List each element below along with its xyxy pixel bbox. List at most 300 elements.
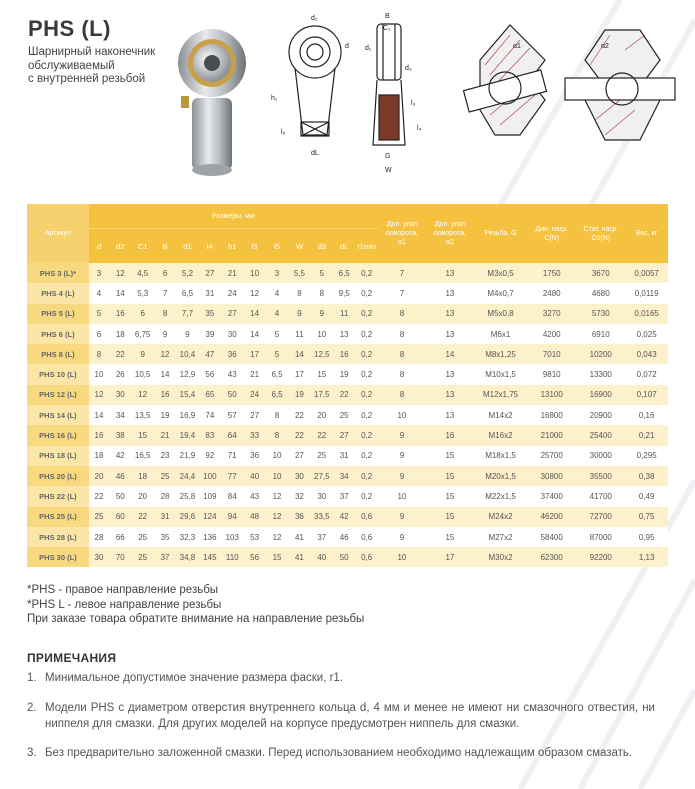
table-cell: 12 xyxy=(243,283,265,303)
table-cell: 1,13 xyxy=(625,547,668,567)
table-cell: 0,2 xyxy=(355,283,378,303)
table-cell: 30 xyxy=(311,486,333,506)
table-cell: 15 xyxy=(311,364,333,384)
table-cell: 10 xyxy=(378,547,426,567)
table-cell: 34 xyxy=(333,466,355,486)
table-cell: 17 xyxy=(288,364,310,384)
table-cell: 0,2 xyxy=(355,385,378,405)
table-cell: 0,2 xyxy=(355,364,378,384)
table-cell: 0,2 xyxy=(355,466,378,486)
specs-table-wrapper xyxy=(27,204,668,567)
col-dim-dl: dL xyxy=(333,229,355,264)
table-row xyxy=(27,263,668,283)
col-dim-l3: l3 xyxy=(243,229,265,264)
table-row xyxy=(27,405,668,425)
table-cell: M8x1,25 xyxy=(474,344,527,364)
table-cell: 9 xyxy=(378,446,426,466)
table-cell: 10 xyxy=(378,486,426,506)
col-dim-w: W xyxy=(288,229,310,264)
table-cell: 16 xyxy=(109,304,131,324)
table-cell: 35 xyxy=(154,527,176,547)
table-cell: 8 xyxy=(378,324,426,344)
table-cell: 22 xyxy=(89,486,109,506)
label-l3: l₃ xyxy=(411,100,416,107)
table-cell: 12 xyxy=(109,263,131,283)
note-item xyxy=(27,671,655,687)
table-cell: 27 xyxy=(199,263,221,283)
table-cell: 7 xyxy=(154,283,176,303)
cell-article: PHS 8 (L) xyxy=(27,344,89,364)
table-cell: 8 xyxy=(378,364,426,384)
table-cell: 15 xyxy=(266,547,288,567)
table-cell: 22 xyxy=(288,425,310,445)
table-cell: 12 xyxy=(154,344,176,364)
table-cell: 31 xyxy=(199,283,221,303)
table-cell: 100 xyxy=(199,466,221,486)
table-cell: 0,38 xyxy=(625,466,668,486)
table-cell: 13 xyxy=(426,405,474,425)
table-cell: 50 xyxy=(221,385,243,405)
table-cell: 71 xyxy=(221,446,243,466)
table-cell: 5 xyxy=(311,263,333,283)
table-cell: 37 xyxy=(333,486,355,506)
table-cell: 43 xyxy=(221,364,243,384)
table-cell: 25 xyxy=(333,405,355,425)
table-cell: 25,8 xyxy=(176,486,198,506)
col-dim-d3: d3 xyxy=(311,229,333,264)
table-cell: 4 xyxy=(266,283,288,303)
table-cell: 4200 xyxy=(527,324,576,344)
thread-direction-notes xyxy=(27,583,364,627)
table-cell: 0,21 xyxy=(625,425,668,445)
table-cell: M4x0,7 xyxy=(474,283,527,303)
table-cell: 36 xyxy=(243,446,265,466)
note-item xyxy=(27,701,655,732)
table-cell: 24 xyxy=(221,283,243,303)
thread-note: *PHS - правое направление резьбы xyxy=(27,584,219,596)
table-cell: 27,5 xyxy=(311,466,333,486)
table-cell: 41 xyxy=(288,527,310,547)
table-cell: 30 xyxy=(288,466,310,486)
table-cell: 42 xyxy=(333,507,355,527)
cell-article: PHS 20 (L) xyxy=(27,466,89,486)
label-h1: h₁ xyxy=(271,95,278,102)
product-title: PHS (L) xyxy=(28,16,111,41)
table-cell: 10200 xyxy=(576,344,625,364)
table-cell: 94 xyxy=(221,507,243,527)
table-cell: 10 xyxy=(378,405,426,425)
table-cell: 37 xyxy=(311,527,333,547)
table-cell: 0,2 xyxy=(355,486,378,506)
table-cell: 6910 xyxy=(576,324,625,344)
table-cell: 0,0119 xyxy=(625,283,668,303)
table-cell: 35500 xyxy=(576,466,625,486)
table-cell: 31 xyxy=(154,507,176,527)
table-cell: 12,9 xyxy=(176,364,198,384)
table-cell: 13 xyxy=(426,324,474,344)
table-cell: 25400 xyxy=(576,425,625,445)
cell-article: PHS 28 (L) xyxy=(27,527,89,547)
table-cell: 35 xyxy=(199,304,221,324)
table-cell: 24,4 xyxy=(176,466,198,486)
table-cell: 3 xyxy=(266,263,288,283)
table-cell: 28 xyxy=(89,527,109,547)
table-cell: 0,2 xyxy=(355,304,378,324)
table-cell: 65 xyxy=(199,385,221,405)
table-cell: 34,8 xyxy=(176,547,198,567)
table-cell: 0,6 xyxy=(355,507,378,527)
table-cell: 19,4 xyxy=(176,425,198,445)
thread-note: *PHS L - левое направление резьбы xyxy=(27,598,222,611)
table-cell: 60 xyxy=(109,507,131,527)
table-cell: 12 xyxy=(89,385,109,405)
subtitle-line: Шарнирный наконечник xyxy=(28,46,156,58)
table-cell: 43 xyxy=(243,486,265,506)
table-row xyxy=(27,344,668,364)
table-cell: 92200 xyxy=(576,547,625,567)
table-cell: M6x1 xyxy=(474,324,527,344)
cell-article: PHS 18 (L) xyxy=(27,446,89,466)
table-cell: 46 xyxy=(333,527,355,547)
table-cell: 20 xyxy=(311,405,333,425)
table-cell: 0,75 xyxy=(625,507,668,527)
table-cell: 15 xyxy=(426,486,474,506)
table-cell: 25 xyxy=(131,527,153,547)
table-row xyxy=(27,425,668,445)
table-cell: 14 xyxy=(243,324,265,344)
table-cell: 21,9 xyxy=(176,446,198,466)
col-article: Артикул xyxy=(27,204,89,263)
cell-article: PHS 22 (L) xyxy=(27,486,89,506)
table-cell: 9 xyxy=(131,344,153,364)
table-cell: 17,5 xyxy=(311,385,333,405)
col-weight: Вес, кг xyxy=(625,204,668,263)
col-dimensions: Размеры, мм xyxy=(89,204,378,229)
table-cell: 32,3 xyxy=(176,527,198,547)
table-cell: 5 xyxy=(266,324,288,344)
cell-article: PHS 5 (L) xyxy=(27,304,89,324)
note-item xyxy=(27,746,655,762)
table-cell: 21000 xyxy=(527,425,576,445)
table-cell: 10 xyxy=(266,446,288,466)
col-dynamic-load: Дин. нагр. C(N) xyxy=(527,204,576,263)
table-cell: 18 xyxy=(109,324,131,344)
table-cell: 15 xyxy=(426,527,474,547)
table-cell: 12,5 xyxy=(311,344,333,364)
col-angle2: Доп. угол поворота, α2 xyxy=(426,204,474,263)
table-cell: 28 xyxy=(154,486,176,506)
table-cell: 53 xyxy=(243,527,265,547)
table-cell: 22 xyxy=(288,405,310,425)
table-cell: 0,072 xyxy=(625,364,668,384)
label-d3: d₃ xyxy=(405,65,412,72)
cell-article: PHS 14 (L) xyxy=(27,405,89,425)
cell-article: PHS 6 (L) xyxy=(27,324,89,344)
table-cell: 6 xyxy=(131,304,153,324)
table-row xyxy=(27,304,668,324)
table-cell: 24 xyxy=(243,385,265,405)
table-cell: 0,6 xyxy=(355,547,378,567)
table-cell: 4,5 xyxy=(131,263,153,283)
table-cell: 33,5 xyxy=(311,507,333,527)
table-cell: 14 xyxy=(426,344,474,364)
label-d: d xyxy=(345,43,349,50)
col-static-load: Стат. нагр. C0(N) xyxy=(576,204,625,263)
table-row xyxy=(27,385,668,405)
table-cell: 22 xyxy=(131,507,153,527)
col-thread: Резьба, G xyxy=(474,204,527,263)
table-row xyxy=(27,527,668,547)
table-cell: 36 xyxy=(221,344,243,364)
product-subtitle xyxy=(28,46,178,87)
table-cell: 12 xyxy=(131,385,153,405)
table-cell: 7,7 xyxy=(176,304,198,324)
table-cell: M12x1,75 xyxy=(474,385,527,405)
table-cell: 25 xyxy=(131,547,153,567)
table-cell: 42 xyxy=(109,446,131,466)
table-cell: 16800 xyxy=(527,405,576,425)
table-cell: 10,4 xyxy=(176,344,198,364)
table-row xyxy=(27,466,668,486)
table-cell: M30x2 xyxy=(474,547,527,567)
table-cell: 5,5 xyxy=(288,263,310,283)
table-cell: 9 xyxy=(154,324,176,344)
table-cell: 40 xyxy=(243,466,265,486)
note-text: Без предварительно заложенной смазки. Перед использованием необходимо надлежащим образом смазать. xyxy=(45,747,633,759)
thread-note: При заказе товара обратите внимание на направление резьбы xyxy=(27,613,365,625)
table-cell: 25 xyxy=(89,507,109,527)
table-cell: 58400 xyxy=(527,527,576,547)
table-cell: M24x2 xyxy=(474,507,527,527)
specs-table xyxy=(27,204,668,567)
table-cell: 0,025 xyxy=(625,324,668,344)
table-cell: M20x1,5 xyxy=(474,466,527,486)
col-dim-b: B xyxy=(154,229,176,264)
table-cell: 16 xyxy=(89,425,109,445)
table-cell: 22 xyxy=(311,425,333,445)
table-cell: 9 xyxy=(176,324,198,344)
cell-article: PHS 30 (L) xyxy=(27,547,89,567)
table-cell: 5,2 xyxy=(176,263,198,283)
table-cell: 103 xyxy=(221,527,243,547)
table-cell: 3270 xyxy=(527,304,576,324)
table-cell: 6,5 xyxy=(266,364,288,384)
table-cell: 38 xyxy=(109,425,131,445)
table-cell: 0,295 xyxy=(625,446,668,466)
table-cell: 6,75 xyxy=(131,324,153,344)
table-cell: 110 xyxy=(221,547,243,567)
label-G: G xyxy=(385,153,391,160)
table-cell: 74 xyxy=(199,405,221,425)
table-cell: 5 xyxy=(266,344,288,364)
table-cell: 29,6 xyxy=(176,507,198,527)
table-cell: 16 xyxy=(154,385,176,405)
table-cell: 30800 xyxy=(527,466,576,486)
table-cell: 13 xyxy=(426,304,474,324)
table-cell: 18 xyxy=(89,446,109,466)
table-cell: 12 xyxy=(266,486,288,506)
table-cell: 16,9 xyxy=(176,405,198,425)
table-cell: 8 xyxy=(378,344,426,364)
table-cell: 21 xyxy=(221,263,243,283)
table-cell: 0,2 xyxy=(355,425,378,445)
table-cell: 47 xyxy=(199,344,221,364)
table-cell: 1750 xyxy=(527,263,576,283)
table-cell: 8 xyxy=(378,304,426,324)
table-cell: 46200 xyxy=(527,507,576,527)
table-cell: 4 xyxy=(266,304,288,324)
table-cell: 46 xyxy=(109,466,131,486)
table-cell: 9 xyxy=(378,425,426,445)
table-cell: 13 xyxy=(426,364,474,384)
table-cell: 10 xyxy=(266,466,288,486)
table-cell: 19 xyxy=(154,405,176,425)
table-cell: 83 xyxy=(199,425,221,445)
subtitle-line: обслуживаемый xyxy=(28,59,115,72)
label-l4: l₄ xyxy=(417,125,422,132)
table-cell: 25700 xyxy=(527,446,576,466)
table-cell: 30000 xyxy=(576,446,625,466)
table-cell: 9 xyxy=(378,507,426,527)
table-cell: 25 xyxy=(311,446,333,466)
table-cell: 64 xyxy=(221,425,243,445)
table-cell: 0,0165 xyxy=(625,304,668,324)
table-cell: 0,107 xyxy=(625,385,668,405)
table-cell: 39 xyxy=(199,324,221,344)
table-cell: 13,5 xyxy=(131,405,153,425)
table-cell: 8 xyxy=(266,425,288,445)
table-cell: 20 xyxy=(89,466,109,486)
table-cell: 77 xyxy=(221,466,243,486)
table-row xyxy=(27,547,668,567)
label-dL: dL xyxy=(311,150,319,157)
label-d1: d₁ xyxy=(365,45,372,52)
cell-article: PHS 25 (L) xyxy=(27,507,89,527)
table-cell: 14 xyxy=(154,364,176,384)
table-cell: 33 xyxy=(243,425,265,445)
table-cell: 13 xyxy=(333,324,355,344)
table-cell: 13 xyxy=(426,385,474,405)
table-cell: 0,2 xyxy=(355,344,378,364)
technical-drawing xyxy=(265,10,685,180)
table-cell: 32 xyxy=(288,486,310,506)
table-cell: 0,2 xyxy=(355,405,378,425)
table-row xyxy=(27,507,668,527)
table-cell: 0,2 xyxy=(355,446,378,466)
table-cell: 22 xyxy=(109,344,131,364)
col-angle1: Доп. угол поворота, α1 xyxy=(378,204,426,263)
table-cell: 37400 xyxy=(527,486,576,506)
table-cell: 8 xyxy=(89,344,109,364)
table-cell: 5,3 xyxy=(131,283,153,303)
col-dim-c1: C1 xyxy=(131,229,153,264)
table-cell: 10 xyxy=(243,263,265,283)
cell-article: PHS 3 (L)* xyxy=(27,263,89,283)
table-cell: 6,5 xyxy=(266,385,288,405)
table-cell: 8 xyxy=(311,283,333,303)
label-a2: α2 xyxy=(601,43,609,50)
table-cell: 2480 xyxy=(527,283,576,303)
table-cell: 0,2 xyxy=(355,263,378,283)
table-cell: 9810 xyxy=(527,364,576,384)
table-cell: 14 xyxy=(243,304,265,324)
table-cell: 13300 xyxy=(576,364,625,384)
table-cell: 3 xyxy=(89,263,109,283)
table-cell: 27 xyxy=(221,304,243,324)
table-cell: 16900 xyxy=(576,385,625,405)
table-cell: 31 xyxy=(333,446,355,466)
col-dim-l4: l4 xyxy=(199,229,221,264)
table-cell: 6 xyxy=(89,324,109,344)
table-cell: 0,16 xyxy=(625,405,668,425)
table-row xyxy=(27,324,668,344)
table-cell: M18x1,5 xyxy=(474,446,527,466)
table-cell: 50 xyxy=(109,486,131,506)
table-cell: 30 xyxy=(221,324,243,344)
table-cell: 17 xyxy=(243,344,265,364)
table-cell: 7010 xyxy=(527,344,576,364)
table-cell: 12 xyxy=(266,527,288,547)
label-l5: l₅ xyxy=(281,129,286,136)
table-cell: 11 xyxy=(288,324,310,344)
subtitle-line: с внутренней резьбой xyxy=(28,73,146,85)
table-cell: 0,49 xyxy=(625,486,668,506)
table-cell: 30 xyxy=(89,547,109,567)
cell-article: PHS 16 (L) xyxy=(27,425,89,445)
table-cell: 5 xyxy=(89,304,109,324)
table-cell: 9 xyxy=(311,304,333,324)
table-cell: 0,043 xyxy=(625,344,668,364)
table-cell: 12 xyxy=(266,507,288,527)
notes-heading: ПРИМЕЧАНИЯ xyxy=(27,651,117,665)
table-cell: 7 xyxy=(378,283,426,303)
table-cell: 15 xyxy=(426,466,474,486)
table-cell: 21 xyxy=(243,364,265,384)
label-B: B xyxy=(385,13,390,20)
label-a1: α1 xyxy=(513,43,521,50)
table-cell: 57 xyxy=(221,405,243,425)
table-cell: 50 xyxy=(333,547,355,567)
note-text: Минимальное допустимое значение размера фаски, r1. xyxy=(45,672,344,684)
table-cell: 25 xyxy=(154,466,176,486)
table-cell: 87000 xyxy=(576,527,625,547)
table-row xyxy=(27,446,668,466)
table-cell: 21 xyxy=(154,425,176,445)
table-row xyxy=(27,283,668,303)
table-cell: 14 xyxy=(89,405,109,425)
table-row xyxy=(27,364,668,384)
table-cell: 9 xyxy=(378,466,426,486)
label-d2: d₂ xyxy=(311,15,318,22)
table-cell: 41700 xyxy=(576,486,625,506)
col-dim-l5: l5 xyxy=(266,229,288,264)
table-cell: 14 xyxy=(288,344,310,364)
table-cell: 10,5 xyxy=(131,364,153,384)
table-cell: 13 xyxy=(426,283,474,303)
table-cell: 27 xyxy=(333,425,355,445)
table-cell: 6,5 xyxy=(333,263,355,283)
note-text: Модели PHS с диаметром отверстия внутреннего кольца d, 4 мм и менее не имеют ни смазочного отвестия, ни ниппеля для смазки. Для других моделей на корпусе предусмотрен ниппель для смазки. xyxy=(45,702,655,730)
table-cell: 92 xyxy=(199,446,221,466)
table-cell: 48 xyxy=(243,507,265,527)
table-cell: 0,0057 xyxy=(625,263,668,283)
table-cell: 0,6 xyxy=(355,527,378,547)
table-cell: 56 xyxy=(243,547,265,567)
table-cell: 4680 xyxy=(576,283,625,303)
table-cell: 7 xyxy=(378,263,426,283)
table-cell: 11 xyxy=(333,304,355,324)
col-dim-d: d xyxy=(89,229,109,264)
